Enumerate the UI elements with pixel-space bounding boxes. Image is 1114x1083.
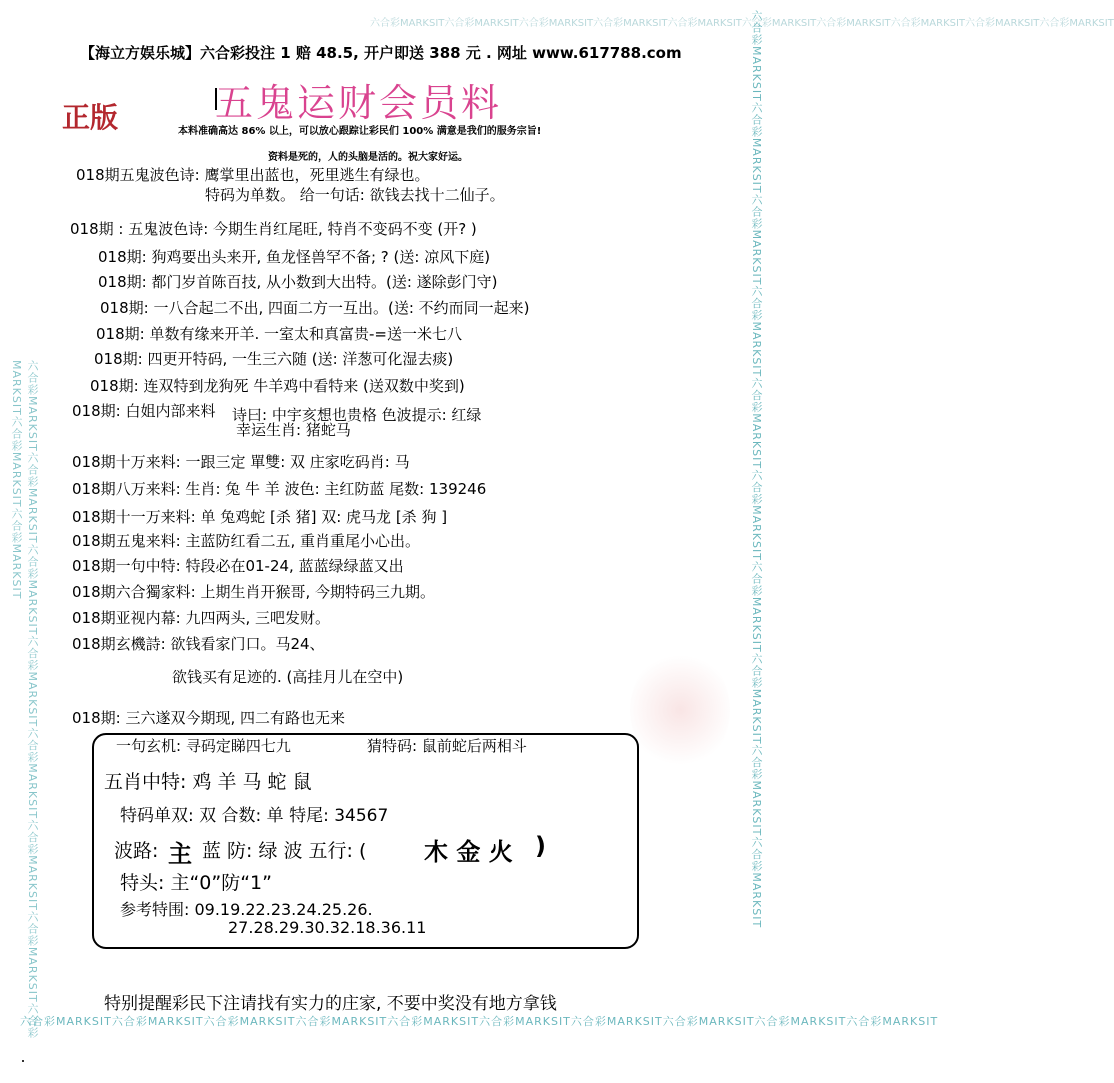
line-one-eight: 018期: 一八合起二不出, 四面二方一互出。(送: 不约而同一起来)	[100, 299, 530, 317]
left-watermark: 六合彩MARKSIT六合彩MARKSIT六合彩MARKSIT六合彩MARKSIT六合彩MARKSIT六合彩MARKSIT六合彩MARKSIT六合彩MARKSIT六合彩MARKSIT六合彩MARKSIT	[10, 360, 39, 1039]
line-baijie: 018期: 白姐内部来料	[72, 402, 216, 420]
panel-guess-code: 猜特码: 鼠前蛇后两相斗	[367, 737, 527, 755]
line-color-poem: 018期 : 五鬼波色诗: 今期生肖红尾旺, 特肖不变码不变 (开? )	[70, 220, 477, 238]
line-mystic-poem: 018期玄機詩: 欲钱看家门口。马24、	[72, 635, 325, 653]
line-double: 018期: 连双特到龙狗死 牛羊鸡中看特来 (送双数中奖到)	[90, 377, 465, 395]
speck	[22, 1060, 24, 1062]
panel-wave-label: 波路:	[114, 840, 159, 862]
line-three-six: 018期: 三六遂双今期现, 四二有路也无来	[72, 709, 345, 727]
bottom-watermark: 六合彩MARKSIT六合彩MARKSIT六合彩MARKSIT六合彩MARKSIT六合彩MARKSIT六合彩MARKSIT六合彩MARKSIT六合彩MARKSIT六合彩MARKSIT六合彩MARKSIT	[20, 1015, 939, 1028]
panel-five-elements: 木 金 火	[424, 838, 513, 866]
line-odd-number: 特码为单数。 给一句话: 欲钱去找十二仙子。	[205, 186, 505, 204]
top-watermark: 六合彩MARKSIT六合彩MARKSIT六合彩MARKSIT六合彩MARKSIT六合彩MARKSIT六合彩MARKSIT六合彩MARKSIT六合彩MARKSIT六合彩MARKSIT六合彩MARKSIT	[370, 18, 1114, 29]
line-110k: 018期十一万来料: 单 兔鸡蛇 [杀 猪] 双: 虎马龙 [杀 狗 ]	[72, 508, 448, 526]
panel-paren-close: )	[535, 832, 546, 860]
panel-odd-even: 特码单双: 双 合数: 单 特尾: 34567	[120, 806, 389, 826]
line-fourth-watch: 018期: 四更开特码, 一生三六随 (送: 洋葱可化湿去痰)	[94, 350, 454, 368]
line-capital: 018期: 都门岁首陈百技, 从小数到大出特。(送: 遂除彭门守)	[98, 273, 498, 291]
page-title: 五鬼运财会员料	[215, 81, 503, 125]
line-one-sentence: 018期一句中特: 特段必在01-24, 蓝蓝绿绿蓝又出	[72, 557, 404, 575]
line-100k: 018期十万来料: 一跟三定 單雙: 双 庄家吃码肖: 马	[72, 453, 410, 471]
panel-five-zodiac: 五肖中特: 鸡 羊 马 蛇 鼠	[104, 771, 312, 793]
line-wugui-material: 018期五鬼来料: 主蓝防红看二五, 重肖重尾小心出。	[72, 532, 420, 550]
panel-reference-1: 参考特围: 09.19.22.23.24.25.26.	[120, 900, 373, 919]
panel-wave-detail: 蓝 防: 绿 波 五行: (	[202, 840, 367, 862]
line-80k: 018期八万来料: 生肖: 兔 牛 羊 波色: 主红防蓝 尾数: 139246	[72, 480, 487, 498]
faded-stamp	[630, 650, 730, 770]
panel-reference-2: 27.28.29.30.32.18.36.11	[228, 918, 427, 937]
slogan-line-1: 本料准确高达 86% 以上，可以放心跟踪让彩民们 100% 满意是我们的服务宗旨!	[178, 126, 542, 137]
line-lucky-zodiac: 幸运生肖: 猪蛇马	[236, 421, 351, 439]
authentic-badge: 正版	[62, 101, 119, 134]
line-wugui-poem: 018期五鬼波色诗: 鹰掌里出蓝也，死里逃生有绿也。	[76, 166, 430, 184]
line-exclusive: 018期六合獨家料: 上期生肖开猴哥, 今期特码三九期。	[72, 583, 435, 601]
line-dog-chicken: 018期: 狗鸡要出头来开, 鱼龙怪兽罕不备; ? (送: 凉风下庭)	[98, 248, 491, 266]
line-atv: 018期亚视内幕: 九四两头, 三吧发财。	[72, 609, 330, 627]
right-watermark: 六合彩MARKSIT六合彩MARKSIT六合彩MARKSIT六合彩MARKSIT六合彩MARKSIT六合彩MARKSIT六合彩MARKSIT六合彩MARKSIT六合彩MARKSIT六合彩MARKSIT	[750, 10, 763, 929]
panel-wave-main: 主	[168, 840, 192, 868]
line-odd-sheep: 018期: 单数有缘来开羊. 一室太和真富贵-=送一米七八	[96, 325, 462, 343]
line-footprint: 欲钱买有足迹的. (高挂月儿在空中)	[172, 668, 404, 686]
line-baijie-poem: 诗曰: 中宇亥想也贵格 色波提示: 红绿	[232, 406, 482, 424]
panel-special-head: 特头: 主“0”防“1”	[120, 872, 272, 894]
warning-note: 特别提醒彩民下注请找有实力的庄家, 不要中奖没有地方拿钱	[104, 994, 557, 1014]
ad-banner: 【海立方娱乐城】六合彩投注 1 赔 48.5, 开户即送 388 元 . 网址 www.617788.com	[80, 44, 682, 62]
slogan-line-2: 资料是死的，人的头脑是活的。祝大家好运。	[268, 152, 468, 163]
panel-mystic-hint: 一句玄机: 寻码定睇四七九	[116, 737, 291, 755]
